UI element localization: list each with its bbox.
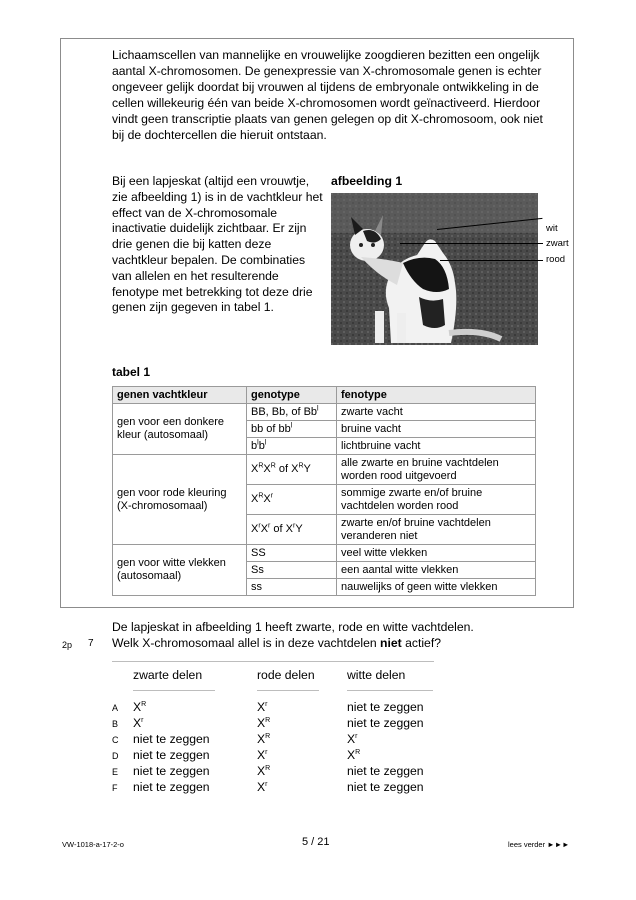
footer-page: 5 / 21 — [302, 836, 330, 848]
option-cell: niet te zeggen — [133, 732, 210, 746]
option-cell: $X^r$ — [133, 716, 144, 730]
options-top-rule — [112, 661, 434, 662]
option-cell: $X^R$ — [347, 748, 361, 762]
legend-label-wit: wit — [546, 223, 558, 234]
option-cell: niet te zeggen — [347, 716, 424, 730]
fenotype-cell: veel witte vlekken — [337, 545, 536, 562]
option-cell: niet te zeggen — [133, 748, 210, 762]
question-text: Welk X-chromosomaal allel is in deze vachtdelen niet actief? — [112, 636, 441, 650]
genotype-cell: BB, Bb, of Bb$^l$ — [247, 404, 337, 421]
gene-cell: gen voor rode kleuring (X-chromosomaal) — [113, 455, 247, 545]
option-letter: F — [112, 783, 118, 793]
answer-option-f[interactable] — [0, 780, 636, 796]
option-cell: $X^R$ — [257, 716, 271, 730]
option-cell: niet te zeggen — [347, 700, 424, 714]
genotype-table — [112, 386, 536, 596]
option-cell: $X^r$ — [257, 700, 268, 714]
genotype-cell: bb of $bb^l$ — [247, 421, 337, 438]
column-rule-1 — [133, 690, 215, 691]
answer-option-e[interactable] — [0, 764, 636, 780]
option-cell: niet te zeggen — [133, 764, 210, 778]
gene-cell: gen voor een donkere kleur (autosomaal) — [113, 404, 247, 455]
legend-line-rood — [440, 260, 543, 261]
genotype-cell: $X^RX^R$ of $X^RY$ — [247, 455, 337, 485]
fenotype-cell: een aantal witte vlekken — [337, 562, 536, 579]
answer-option-a[interactable] — [0, 700, 636, 716]
cat-illustration — [331, 193, 538, 345]
option-letter: B — [112, 719, 119, 729]
legend-label-zwart: zwart — [546, 238, 569, 249]
figure-title: afbeelding 1 — [331, 174, 403, 188]
option-cell: niet te zeggen — [133, 780, 210, 794]
fenotype-cell: bruine vacht — [337, 421, 536, 438]
fenotype-cell: nauwelijks of geen witte vlekken — [337, 579, 536, 596]
genotype-cell: SS — [247, 545, 337, 562]
genotype-cell: Ss — [247, 562, 337, 579]
genotype-cell: ss — [247, 579, 337, 596]
option-letter: D — [112, 751, 119, 761]
option-cell: $X^R$ — [133, 700, 147, 714]
column-rule-3 — [347, 690, 433, 691]
fenotype-cell: lichtbruine vacht — [337, 438, 536, 455]
fenotype-cell: alle zwarte en bruine vachtdelen worden rood uitgevoerd — [337, 455, 536, 485]
gene-cell: gen voor witte vlekken (autosomaal) — [113, 545, 247, 596]
column-witte-delen: witte delen — [347, 668, 406, 682]
option-letter: E — [112, 767, 119, 777]
genotype-cell: $b^lb^l$ — [247, 438, 337, 455]
option-cell: $X^r$ — [347, 732, 358, 746]
side-paragraph: Bij een lapjeskat (altijd een vrouwtje, zie afbeelding 1) is in de vachtkleur het effect van de X-chromosomale inactivatie duidelijk zichtbaar. Er zijn drie genen die bij katten deze vachtkleur bepalen. De combinaties van allelen en het resulterende fenotype met betrekking tot deze drie genen zijn gegeven in tabel 1. — [112, 174, 323, 315]
column-rode-delen: rode delen — [257, 668, 315, 682]
option-cell: niet te zeggen — [347, 764, 424, 778]
option-cell: $X^r$ — [257, 748, 268, 762]
answer-option-d[interactable] — [0, 748, 636, 764]
table-row — [113, 404, 536, 421]
fenotype-cell: zwarte en/of bruine vachtdelen veranderen niet — [337, 515, 536, 545]
fenotype-cell: zwarte vacht — [337, 404, 536, 421]
table-title: tabel 1 — [112, 365, 151, 379]
table-header-row — [113, 387, 536, 404]
table-row — [113, 455, 536, 485]
legend-label-rood: rood — [546, 254, 566, 265]
header-fenotype: fenotype — [337, 387, 536, 404]
footer-code: VW-1018-a-17-2-o — [62, 840, 124, 849]
legend-line-zwart — [400, 243, 543, 244]
table-row — [113, 545, 536, 562]
header-genotype: genotype — [247, 387, 337, 404]
option-cell: $X^R$ — [257, 732, 271, 746]
answer-option-b[interactable] — [0, 716, 636, 732]
genotype-cell: $X^RX^r$ — [247, 485, 337, 515]
option-letter: A — [112, 703, 119, 713]
option-cell: niet te zeggen — [347, 780, 424, 794]
footer-next: lees verder ►►► — [508, 840, 570, 849]
option-cell: $X^r$ — [257, 780, 268, 794]
column-rule-2 — [257, 690, 319, 691]
fenotype-cell: sommige zwarte en/of bruine vachtdelen worden rood — [337, 485, 536, 515]
question-number: 7 — [88, 638, 94, 649]
answer-option-c[interactable] — [0, 732, 636, 748]
question-intro: De lapjeskat in afbeelding 1 heeft zwarte, rode en witte vachtdelen. — [112, 620, 474, 634]
cat-photo — [331, 193, 538, 345]
question-points: 2p — [62, 640, 73, 650]
option-cell: $X^R$ — [257, 764, 271, 778]
column-zwarte-delen: zwarte delen — [133, 668, 203, 682]
intro-paragraph: Lichaamscellen van mannelijke en vrouwelijke zoogdieren bezitten een ongelijk aantal X-chromosomen. De genexpressie van X-chromosomale genen is echter ongeveer gelijk doordat bij vrouwen al tijdens de embryonale ontwikkeling in de cellen willekeurig één van beide X-chromosomen wordt geïnactiveerd. Hierdoor vindt geen transcriptie plaats van genen gelegen op dit X-chromosoom, ook niet bij de dochtercellen die hieruit ontstaan. — [112, 48, 543, 142]
header-gene: genen vachtkleur — [113, 387, 247, 404]
genotype-cell: $X^rX^r$ of $X^rY$ — [247, 515, 337, 545]
option-letter: C — [112, 735, 119, 745]
